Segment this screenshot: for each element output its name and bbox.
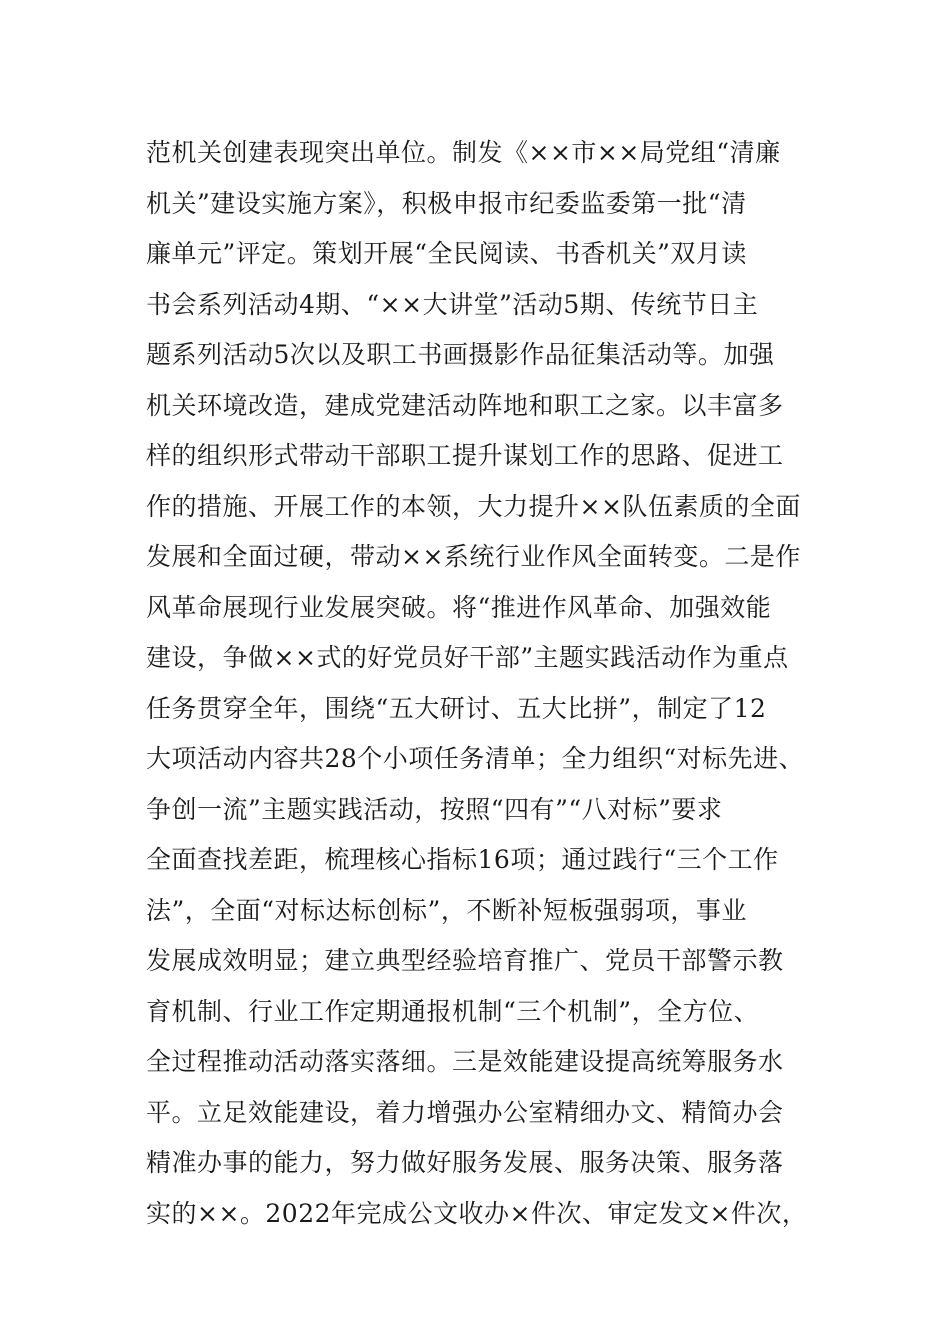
text-line: 平。立足效能建设，着力增强办公室精细办文、精简办会 xyxy=(146,1097,784,1127)
text-line: 题系列活动5次以及职工书画摄影作品征集活动等。加强 xyxy=(146,340,775,369)
text-line: 发展成效明显；建立典型经验培育推广、党员干部警示教 xyxy=(146,946,784,975)
text-line: 风革命展现行业发展突破。将“推进作风革命、加强效能 xyxy=(146,592,772,622)
text-line: 全面查找差距，梳理核心指标16项；通过践行“三个工作 xyxy=(146,845,779,874)
text-line: 法”，全面“对标达标创标”，不断补短板强弱项，事业 xyxy=(146,895,747,925)
text-line: 争创一流”主题实践活动，按照“四有”“八对标”要求 xyxy=(146,794,723,824)
body-paragraph xyxy=(146,128,846,1239)
text-line: 实的××。2022年完成公文收办×件次、审定发文×件次， xyxy=(146,1198,808,1228)
text-line: 机关环境改造，建成党建活动阵地和职工之家。以丰富多 xyxy=(146,390,784,420)
text-line: 范机关创建表现突出单位。制发《××市××局党组“清廉 xyxy=(146,138,781,167)
text-line: 全过程推动活动落实落细。三是效能建设提高统筹服务水 xyxy=(146,1047,784,1076)
text-line: 机关”建设实施方案》，积极申报市纪委监委第一批“清 xyxy=(146,188,747,218)
text-line: 廉单元”评定。策划开展“全民阅读、书香机关”双月读 xyxy=(146,239,747,268)
text-line: 任务贯穿全年，围绕“五大研讨、五大比拼”，制定了12 xyxy=(146,693,767,723)
text-line: 精准办事的能力，努力做好服务发展、服务决策、服务落 xyxy=(146,1148,784,1177)
text-line: 作的措施、开展工作的本领，大力提升××队伍素质的全面 xyxy=(146,491,801,521)
text-line: 建设，争做××式的好党员好干部”主题实践活动作为重点 xyxy=(146,643,789,672)
text-line: 样的组织形式带动干部职工提升谋划工作的思路、促进工 xyxy=(146,441,784,470)
text-line: 书会系列活动4期、“××大讲堂”活动5期、传统节日主 xyxy=(146,289,759,319)
text-line: 育机制、行业工作定期通报机制“三个机制”，全方位、 xyxy=(146,996,760,1026)
text-line: 大项活动内容共28个小项任务清单；全力组织“对标先进、 xyxy=(146,744,805,773)
text-line: 发展和全面过硬，带动××系统行业作风全面转变。二是作 xyxy=(146,542,801,571)
